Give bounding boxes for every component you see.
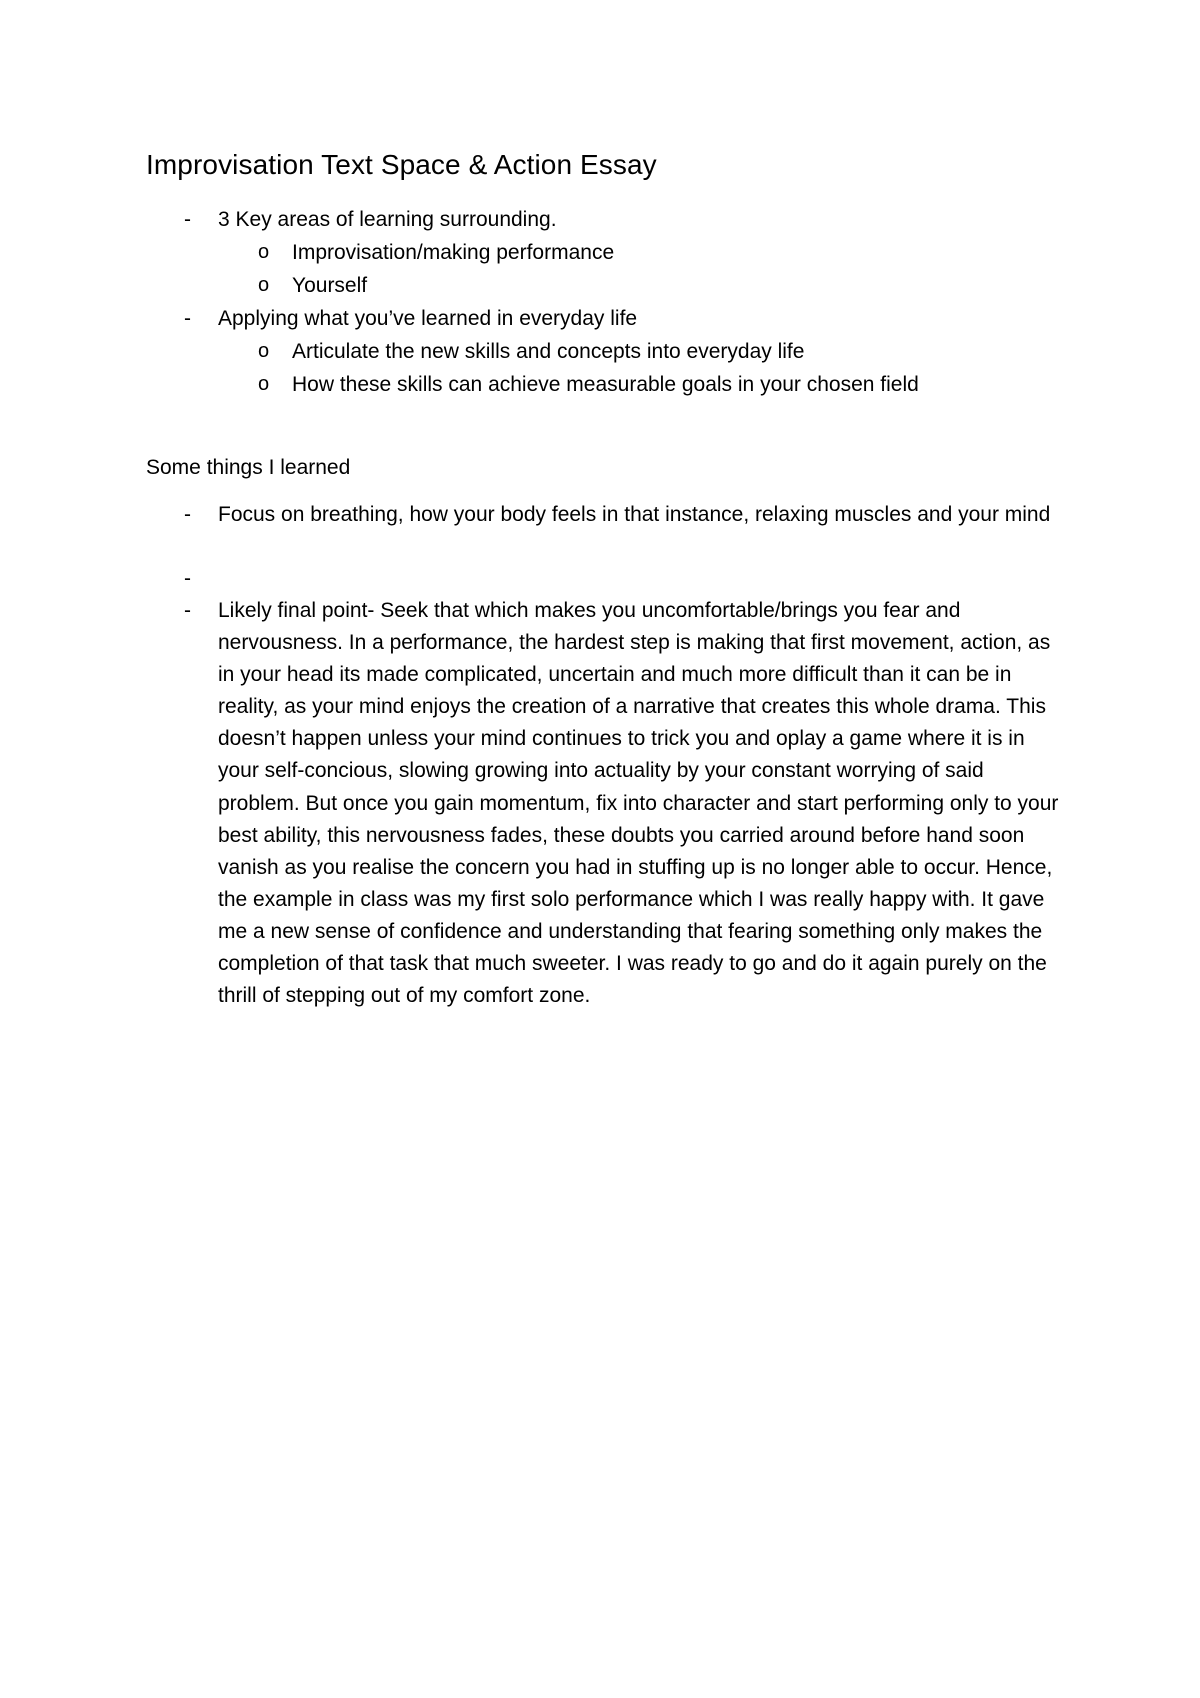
- dash-bullet: -: [184, 208, 191, 231]
- sub-list-item-text: Articulate the new skills and concepts into everyday life: [292, 340, 805, 363]
- sub-list-item-text: Improvisation/making performance: [292, 241, 615, 264]
- sub-list-item-text: Yourself: [292, 274, 368, 297]
- circle-bullet: o: [258, 241, 270, 263]
- circle-bullet: o: [258, 340, 270, 362]
- dash-bullet: -: [184, 503, 191, 526]
- circle-bullet: o: [258, 373, 270, 395]
- list-item-text: Focus on breathing, how your body feels in that instance, relaxing muscles and your mind: [218, 503, 1051, 526]
- dash-bullet: -: [184, 307, 191, 330]
- section-heading: Some things I learned: [146, 456, 351, 479]
- page-title: Improvisation Text Space & Action Essay: [146, 149, 657, 180]
- dash-bullet: -: [184, 567, 191, 590]
- list-item-text: Applying what you’ve learned in everyday life: [218, 307, 638, 330]
- dash-bullet: -: [184, 599, 191, 622]
- list-item-text: 3 Key areas of learning surrounding.: [218, 208, 557, 231]
- sub-list-item-text: How these skills can achieve measurable goals in your chosen field: [292, 373, 919, 396]
- circle-bullet: o: [258, 274, 270, 296]
- list-item-text: Likely final point- Seek that which makes you uncomfortable/brings you fear and nervousness. In a performance, the hardest step is making that first movement, action, as in your head its made complicated, uncertain and much more difficult than it can be in reality, as your mind enjoys the creation of a narrative that creates this whole drama. This doesn’t happen unless your mind continues to trick you and oplay a game where it is in your self-concious, slowing growing into actuality by your constant worrying of said problem. But once you gain momentum, fix into character and start performing only to your best ability, this nervousness fades, these doubts you carried around before hand soon vanish as you realise the concern you had in stuffing up is no longer able to occur. Hence, the example in class was my first solo performance which I was really happy with. It gave me a new sense of confidence and understanding that fearing something only makes the completion of that task that much sweeter. I was ready to go and do it again purely on the thrill of stepping out of my comfort zone.: [218, 599, 1059, 1008]
